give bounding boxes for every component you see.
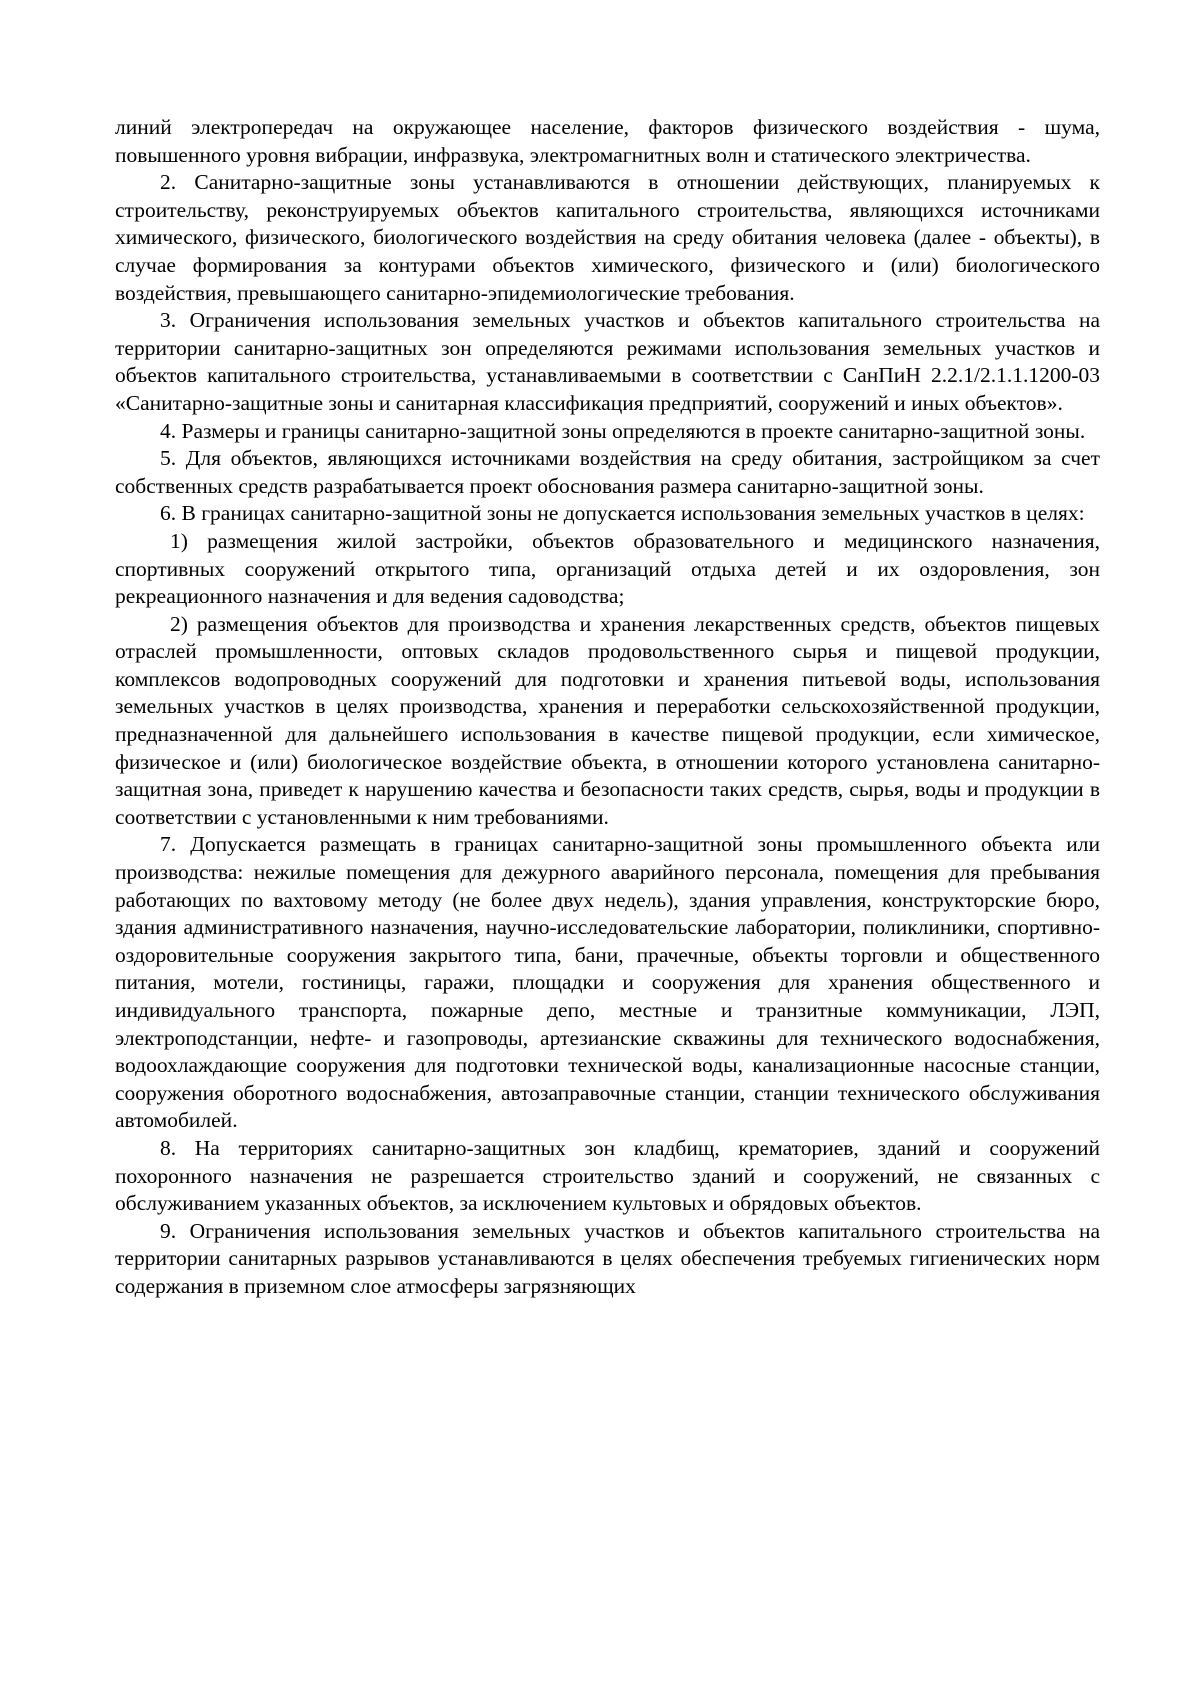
paragraph-subitem-1: 1) размещения жилой застройки, объектов образовательного и медицинского назначения, спортивных сооружений открытого типа, организаций отдыха детей и их оздоровления, зон рекреационного назначения и для ведения садоводства;: [115, 528, 1100, 609]
paragraph-item-9: 9. Ограничения использования земельных участков и объектов капитального строительства на территории санитарных разрывов устанавливаются в целях обеспечения требуемых гигиенических норм содержания в приземном слое атмосферы загрязняющих: [115, 1218, 1100, 1298]
paragraph-item-5: 5. Для объектов, являющихся источниками воздействия на среду обитания, застройщиком за счет собственных средств разрабатывается проект обоснования размера санитарно-защитной зоны.: [115, 446, 1100, 498]
paragraph-item-7: 7. Допускается размещать в границах санитарно-защитной зоны промышленного объекта или производства: нежилые помещения для дежурного аварийного персонала, помещения для пребывания работающих по вахтовому методу (не более двух недель), здания управления, конструкторские бюро, здания административного назначения, научно-исследовательские лаборатории, поликлиники, спортивно-оздоровительные сооружения закрытого типа, бани, прачечные, объекты торговли и общественного питания, мотели, гостиницы, гаражи, площадки и сооружения для хранения общественного и индивидуального транспорта, пожарные депо, местные и транзитные коммуникации, ЛЭП, электроподстанции, нефте- и газопроводы, артезианские скважины для технического водоснабжения, водоохлаждающие сооружения для подготовки технической воды, канализационные насосные станции, сооружения оборотного водоснабжения, автозаправочные станции, станции технического обслуживания автомобилей.: [115, 832, 1100, 1133]
document-body: [115, 114, 1100, 1301]
paragraph-item-6: 6. В границах санитарно-защитной зоны не допускается использования земельных участков в целях:: [160, 501, 1085, 526]
paragraph-item-2: 2. Санитарно-защитные зоны устанавливаются в отношении действующих, планируемых к строительству, реконструируемых объектов капитального строительства, являющихся источниками химического, физического, биологического воздействия на среду обитания человека (далее - объекты), в случае формирования за контурами объектов химического, физического и (или) биологического воздействия, превышающего санитарно-эпидемиологические требования.: [115, 170, 1100, 305]
paragraph-continuation: линий электропередач на окружающее население, факторов физического воздействия - шума, повышенного уровня вибрации, инфразвука, электромагнитных волн и статического электричества.: [115, 115, 1100, 167]
paragraph-item-3: 3. Ограничения использования земельных участков и объектов капитального строительства на территории санитарно-защитных зон определяются режимами использования земельных участков и объектов капитального строительства, устанавливаемыми в соответствии с СанПиН 2.2.1/2.1.1.1200-03 «Санитарно-защитные зоны и санитарная классификация предприятий, сооружений и иных объектов».: [115, 308, 1100, 415]
paragraph-item-4: 4. Размеры и границы санитарно-защитной зоны определяются в проекте санитарно-защитной зоны.: [160, 418, 1086, 443]
paragraph-item-8: 8. На территориях санитарно-защитных зон кладбищ, крематориев, зданий и сооружений похоронного назначения не разрешается строительство зданий и сооружений, не связанных с обслуживанием указанных объектов, за исключением культовых и обрядовых объектов.: [115, 1135, 1100, 1216]
paragraph-subitem-2: 2) размещения объектов для производства и хранения лекарственных средств, объектов пищевых отраслей промышленности, оптовых складов продовольственного сырья и пищевой продукции, комплексов водопроводных сооружений для подготовки и хранения питьевой воды, использования земельных участков в целях производства, хранения и переработки сельскохозяйственной продукции, предназначенной для дальнейшего использования в качестве пищевой продукции, если химическое, физическое и (или) биологическое воздействие объекта, в отношении которого установлена санитарно-защитная зона, приведет к нарушению качества и безопасности таких средств, сырья, воды и продукции в соответствии с установленными к ним требованиями.: [115, 611, 1100, 829]
